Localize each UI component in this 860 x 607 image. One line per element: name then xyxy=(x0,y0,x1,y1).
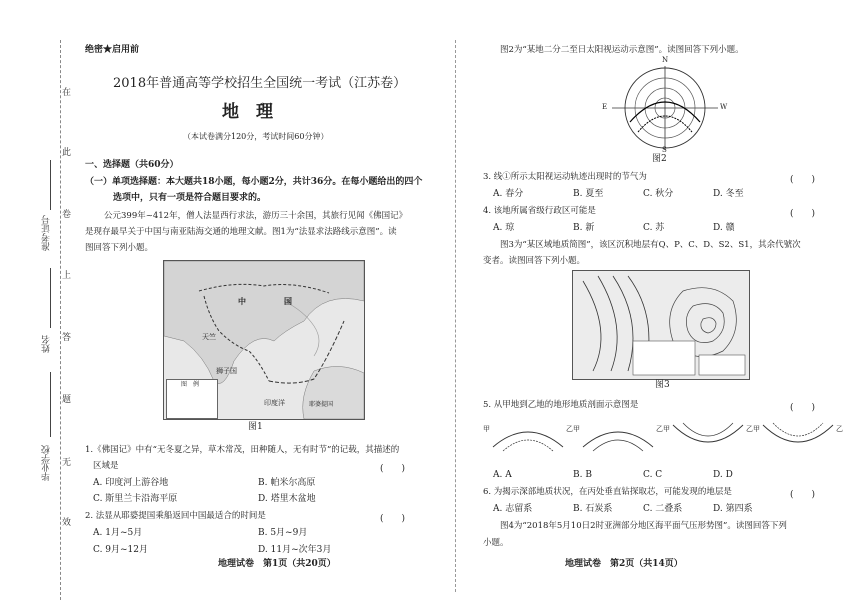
q2-option: B. 5月~9月 xyxy=(258,528,308,538)
q4-option: D. 赣 xyxy=(713,223,735,233)
profile-graphic xyxy=(483,415,851,463)
section-sub: （一）单项选择题：本大题共18小题，每小题2分，共计36分。在每小题给出的四个 xyxy=(85,177,423,187)
profile-end: 乙 xyxy=(656,425,663,433)
q3-option: D. 冬至 xyxy=(713,189,744,199)
q6-stem: 6. 为揭示深部地质状况，在丙处垂直钻探取芯，可能发现的地层是 xyxy=(483,487,732,497)
map-legend-title: 图 例 xyxy=(181,381,200,388)
q5-stem: 5. 从甲地到乙地的地形地质剖面示意图是 xyxy=(483,400,639,410)
intro-text: 是现存最早关于中国与南亚陆海交通的地理文献。图1为“法显求法路线示意图”。读 xyxy=(85,227,397,237)
binding-char: 上 xyxy=(62,271,72,281)
secret-label: 绝密★启用前 xyxy=(85,45,140,55)
q2-option: D. 11月~次年3月 xyxy=(258,545,332,555)
map-label-shiziguo: 狮子国 xyxy=(216,367,237,375)
figure2-caption: 图2 xyxy=(652,154,667,164)
profile-end: 乙 xyxy=(746,425,753,433)
exam-id-label: 准考证号 xyxy=(42,215,52,251)
binding-line xyxy=(60,40,61,600)
binding-char: 在 xyxy=(62,88,72,98)
dir-s: S xyxy=(662,146,667,154)
q2-stem: 2. 法显从耶婆提国乘船返回中国最适合的时间是 xyxy=(85,511,266,521)
profile-start: 甲 xyxy=(753,425,760,433)
q6-option: D. 第四系 xyxy=(713,504,753,514)
figure3-caption: 图3 xyxy=(655,380,670,390)
binding-char: 无 xyxy=(62,458,72,468)
profile-start: 甲 xyxy=(573,425,580,433)
q3-option: A. 春分 xyxy=(493,189,524,199)
binding-char: 效 xyxy=(62,518,72,528)
name-field[interactable] xyxy=(50,268,51,328)
q1-option: A. 印度河上游谷地 xyxy=(93,478,169,488)
q6-option: B. 石炭系 xyxy=(573,504,613,514)
q6-answer-paren: ( ) xyxy=(790,490,816,500)
exam-note: （本试卷满分120分，考试时间60分钟） xyxy=(183,132,329,141)
profile-start: 甲 xyxy=(663,425,670,433)
intro-text: 公元399年~412年，僧人法显西行求法，游历三十余国，其旅行见闻《佛国记》 xyxy=(104,211,408,221)
q1-option: C. 斯里兰卡沿海平原 xyxy=(93,494,178,504)
binding-char: 卷 xyxy=(62,210,72,220)
q2-option: C. 9月~12月 xyxy=(93,545,149,555)
fig2-intro: 图2为“某地二分二至日太阳视运动示意图”。读图回答下列小题。 xyxy=(500,45,744,55)
binding-char: 答 xyxy=(62,333,72,343)
figure1-caption: 图1 xyxy=(248,422,263,432)
q5-option: A. A xyxy=(493,470,512,480)
q4-option: C. 苏 xyxy=(643,223,665,233)
q2-option: A. 1月~5月 xyxy=(93,528,143,538)
subject-title: 地 理 xyxy=(222,102,273,122)
dir-w: W xyxy=(720,103,728,111)
q1-stem: 1.《佛国记》中有“无冬夏之异，草木常茂，田种随人，无有时节”的记载，其描述的 xyxy=(85,445,400,455)
q5-option: B. B xyxy=(573,470,592,480)
fig4-intro: 小题。 xyxy=(483,538,509,548)
exam-title: 2018年普通高等学校招生全国统一考试（江苏卷） xyxy=(113,76,407,91)
route-map xyxy=(163,260,365,420)
q1-stem: 区域是 xyxy=(93,461,119,471)
q4-answer-paren: ( ) xyxy=(790,209,816,219)
map-label-guo: 国 xyxy=(284,296,292,306)
q5-option: D. D xyxy=(713,470,733,480)
profile-options xyxy=(483,415,851,463)
school-field[interactable] xyxy=(50,372,51,437)
q6-option: A. 志留系 xyxy=(493,504,533,514)
q5-option: C. C xyxy=(643,470,663,480)
q1-answer-paren: ( ) xyxy=(380,464,406,474)
map-label-tianzhu: 天竺 xyxy=(202,333,216,341)
sun-path-graphic xyxy=(600,62,730,152)
q5-answer-paren: ( ) xyxy=(790,403,816,413)
q1-option: B. 帕米尔高原 xyxy=(258,478,316,488)
q3-option: C. 秋分 xyxy=(643,189,674,199)
map-label-yepotiguo: 耶婆提国 xyxy=(309,401,334,408)
fig3-intro: 变者。读图回答下列小题。 xyxy=(483,256,586,266)
geology-map-graphic xyxy=(573,271,749,379)
profile-end: 乙 xyxy=(836,425,843,433)
map-label-indian-ocean: 印度洋 xyxy=(264,399,285,407)
q3-stem: 3. 线①所示太阳视运动轨迹出现时的节气为 xyxy=(483,172,647,182)
binding-char: 此 xyxy=(62,148,72,158)
column-divider xyxy=(455,40,456,592)
q4-option: B. 新 xyxy=(573,223,595,233)
footer-right: 地理试卷 第2页（共14页） xyxy=(565,559,683,569)
q3-answer-paren: ( ) xyxy=(790,175,816,185)
q3-option: B. 夏至 xyxy=(573,189,604,199)
geology-map xyxy=(572,270,750,380)
intro-text: 图回答下列小题。 xyxy=(85,243,154,253)
sun-path-diagram xyxy=(600,56,730,154)
profile-end: 乙 xyxy=(566,425,573,433)
q4-stem: 4. 该地所属省级行政区可能是 xyxy=(483,206,596,216)
q2-answer-paren: ( ) xyxy=(380,514,406,524)
q1-option: D. 塔里木盆地 xyxy=(258,494,316,504)
binding-char: 题 xyxy=(62,395,72,405)
fig3-intro: 图3为“某区域地质简图”，该区沉积地层有Q、P、C、D、S2、S1，其余代號次 xyxy=(500,240,801,250)
section-heading: 一、选择题（共60分） xyxy=(85,160,179,170)
map-legend xyxy=(166,379,218,419)
exam-id-field[interactable] xyxy=(50,160,51,210)
dir-n: N xyxy=(662,56,669,64)
q4-option: A. 琼 xyxy=(493,223,515,233)
fig4-intro: 图4为“2018年5月10日2时亚洲部分地区海平面气压形势图”。读图回答下列 xyxy=(500,521,787,531)
name-label: 姓名 xyxy=(42,335,52,353)
q6-option: C. 二叠系 xyxy=(643,504,683,514)
section-sub: 选项中，只有一项是符合题目要求的。 xyxy=(113,193,267,203)
dir-e: E xyxy=(602,103,608,111)
school-label: 毕业学校 xyxy=(42,445,52,481)
map-label-china: 中 xyxy=(238,296,246,306)
footer-left: 地理试卷 第1页（共20页） xyxy=(218,559,336,569)
profile-start: 甲 xyxy=(483,425,490,433)
